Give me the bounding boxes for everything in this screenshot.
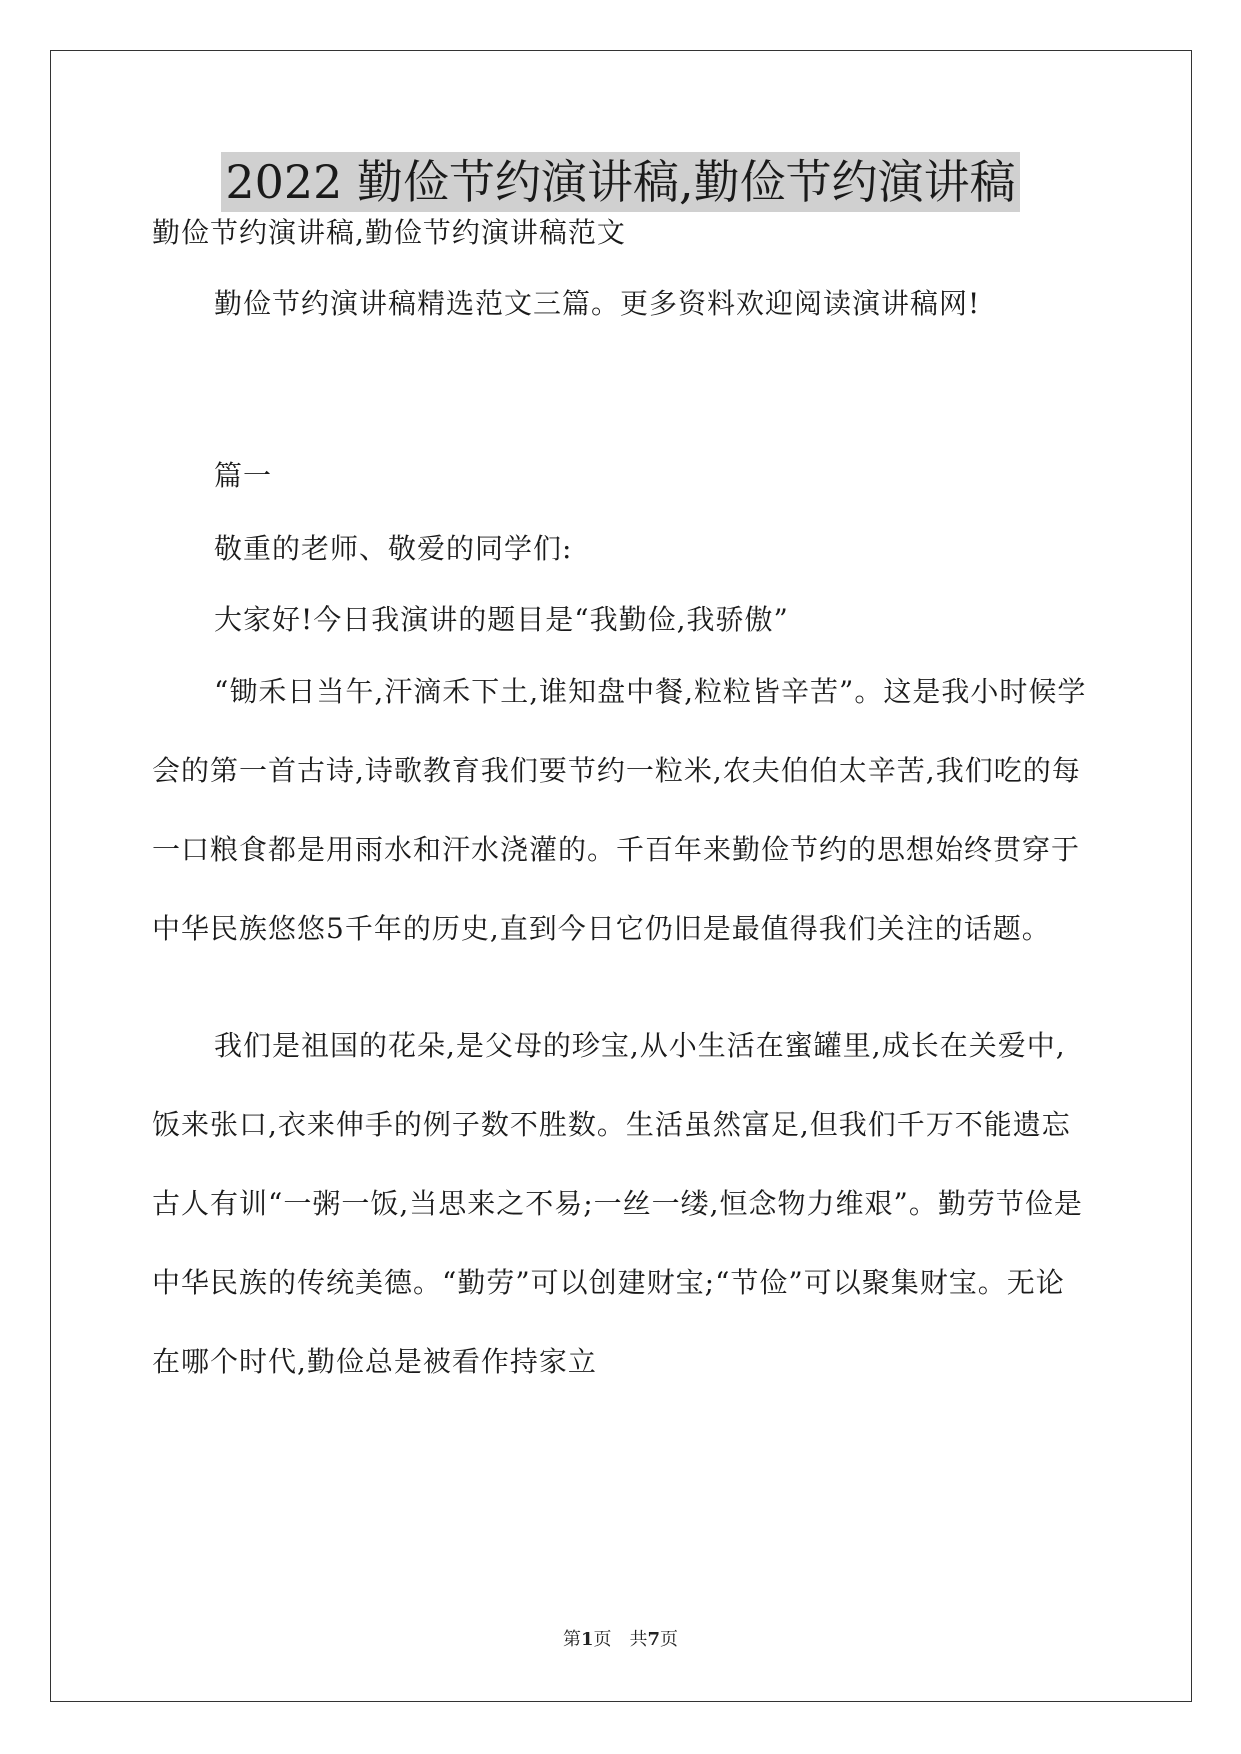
body-paragraph-1: “锄禾日当午,汗滴禾下土,谁知盘中餐,粒粒皆辛苦”。这是我小时候学会的第一首古诗,诗歌教育我们要节约一粒米,农夫伯伯太辛苦,我们吃的每一口粮食都是用雨水和汗水浇灌的。千百年来勤俭节约的思想始终贯穿于中华民族悠悠5千年的历史,直到今日它仍旧是最值得我们关注的话题。 <box>152 675 1087 945</box>
greeting-line: 大家好!今日我演讲的题目是“我勤俭,我骄傲” <box>214 603 789 636</box>
footer-page-mid: 页 共 <box>593 1629 648 1650</box>
body-paragraph-2: 我们是祖国的花朵,是父母的珍宝,从小生活在蜜罐里,成长在关爱中,饭来张口,衣来伸手的例子数不胜数。生活虽然富足,但我们千万不能遗忘古人有训“一粥一饭,当思来之不易;一丝一缕,恒念物力维艰”。勤劳节俭是中华民族的传统美德。“勤劳”可以创建财宝;“节俭”可以聚集财宝。无论在哪个时代,勤俭总是被看作持家立 <box>152 1029 1083 1378</box>
footer-current-page: 1 <box>580 1629 594 1650</box>
page-footer <box>0 1628 1241 1652</box>
subtitle: 勤俭节约演讲稿,勤俭节约演讲稿范文 <box>152 216 626 249</box>
salutation: 敬重的老师、敬爱的同学们: <box>214 532 573 565</box>
footer-page-suffix: 页 <box>660 1629 679 1650</box>
section-heading: 篇一 <box>214 459 273 492</box>
footer-page-prefix: 第 <box>562 1629 581 1650</box>
intro-paragraph: 勤俭节约演讲稿精选范文三篇。更多资料欢迎阅读演讲稿网! <box>214 287 981 320</box>
document-title: 2022 勤俭节约演讲稿,勤俭节约演讲稿 <box>221 152 1019 212</box>
footer-total-pages: 7 <box>647 1629 661 1650</box>
